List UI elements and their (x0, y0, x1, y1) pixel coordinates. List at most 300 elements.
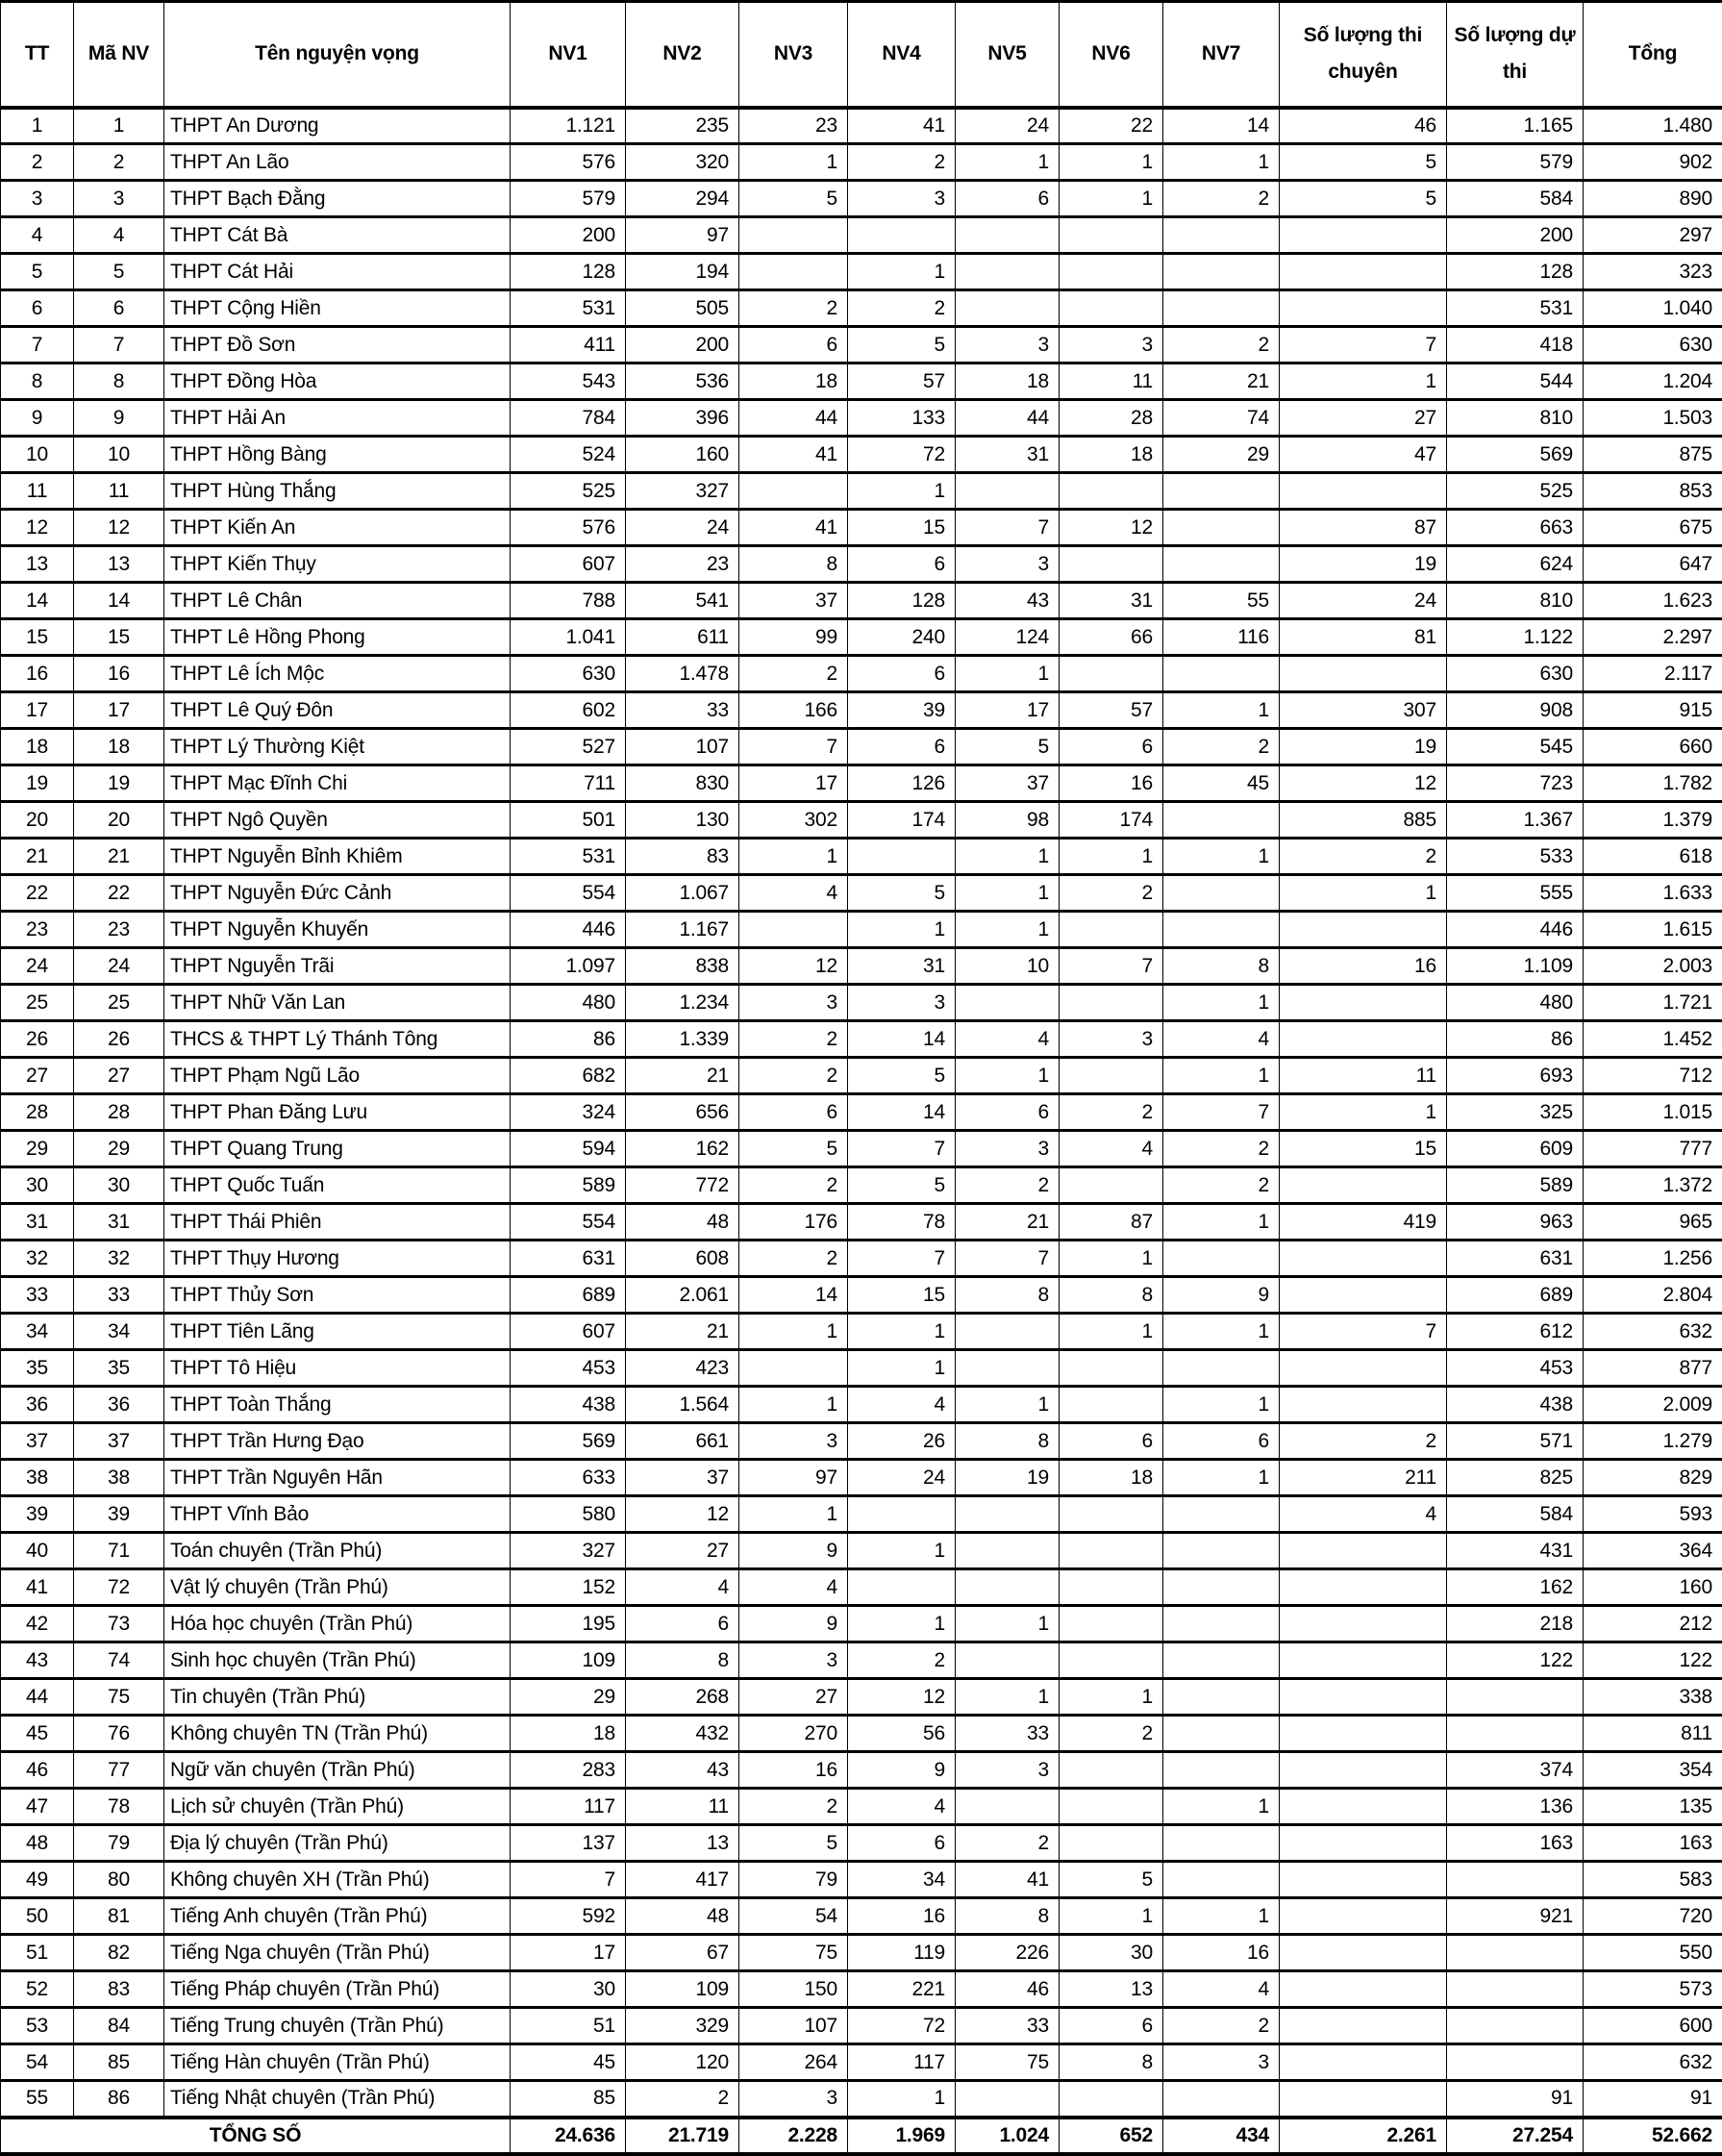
column-header-ten-nguyen-vong: Tên nguyện vọng (164, 2, 511, 108)
table-row (1, 1935, 1722, 1971)
cell-so-luong-thi-chuyen (1280, 1971, 1447, 2008)
cell-so-luong-du-thi: 689 (1447, 1277, 1584, 1314)
cell-nv4: 1 (848, 473, 956, 510)
cell-ten-nguyen-vong: Ngữ văn chuyên (Trần Phú) (164, 1752, 511, 1789)
cell-tt: 18 (1, 729, 74, 765)
cell-nv6: 1 (1060, 1241, 1163, 1277)
cell-nv7: 2 (1163, 181, 1280, 217)
cell-nv2: 2 (626, 2081, 739, 2118)
cell-nv7: 2 (1163, 1167, 1280, 1204)
header-row (1, 2, 1722, 108)
cell-nv5: 6 (956, 181, 1060, 217)
cell-tt: 37 (1, 1423, 74, 1460)
cell-nv2: 109 (626, 1971, 739, 2008)
cell-ten-nguyen-vong: Tiếng Anh chuyên (Trần Phú) (164, 1898, 511, 1935)
cell-nv7: 1 (1163, 839, 1280, 875)
cell-nv5: 18 (956, 364, 1060, 400)
cell-nv6: 57 (1060, 692, 1163, 729)
cell-nv1: 29 (511, 1679, 626, 1716)
cell-nv6 (1060, 217, 1163, 254)
cell-nv2: 268 (626, 1679, 739, 1716)
cell-ma-nv: 27 (74, 1058, 164, 1094)
cell-nv7: 16 (1163, 1935, 1280, 1971)
cell-nv3: 3 (739, 2081, 848, 2118)
cell-nv5: 10 (956, 948, 1060, 985)
cell-nv2: 200 (626, 327, 739, 364)
cell-so-luong-du-thi: 1.367 (1447, 802, 1584, 839)
cell-nv5: 3 (956, 1752, 1060, 1789)
cell-nv2: 611 (626, 619, 739, 656)
cell-ma-nv: 8 (74, 364, 164, 400)
cell-ten-nguyen-vong: THPT Trần Hưng Đạo (164, 1423, 511, 1460)
cell-so-luong-du-thi: 584 (1447, 181, 1584, 217)
cell-ten-nguyen-vong: Không chuyên TN (Trần Phú) (164, 1716, 511, 1752)
cell-so-luong-thi-chuyen (1280, 1533, 1447, 1569)
cell-nv2: 1.564 (626, 1387, 739, 1423)
cell-nv2: 12 (626, 1496, 739, 1533)
cell-nv2: 97 (626, 217, 739, 254)
cell-so-luong-thi-chuyen: 46 (1280, 108, 1447, 144)
cell-nv4 (848, 1569, 956, 1606)
cell-nv6: 6 (1060, 2008, 1163, 2044)
cell-so-luong-thi-chuyen: 7 (1280, 1314, 1447, 1350)
cell-tong: 364 (1584, 1533, 1722, 1569)
cell-tt: 22 (1, 875, 74, 912)
cell-nv5: 2 (956, 1825, 1060, 1862)
cell-ma-nv: 2 (74, 144, 164, 181)
cell-ma-nv: 23 (74, 912, 164, 948)
cell-ma-nv: 1 (74, 108, 164, 144)
cell-nv6 (1060, 1533, 1163, 1569)
cell-nv5: 31 (956, 437, 1060, 473)
cell-nv3: 16 (739, 1752, 848, 1789)
cell-nv4: 6 (848, 729, 956, 765)
table-row (1, 473, 1722, 510)
cell-nv6 (1060, 1642, 1163, 1679)
cell-so-luong-du-thi: 218 (1447, 1606, 1584, 1642)
cell-so-luong-du-thi (1447, 1716, 1584, 1752)
cell-nv3: 7 (739, 729, 848, 765)
cell-nv2: 830 (626, 765, 739, 802)
cell-nv6 (1060, 254, 1163, 290)
cell-tt: 39 (1, 1496, 74, 1533)
cell-nv2: 24 (626, 510, 739, 546)
cell-nv1: 531 (511, 839, 626, 875)
table-row (1, 1971, 1722, 2008)
cell-nv7 (1163, 217, 1280, 254)
cell-nv3: 18 (739, 364, 848, 400)
cell-nv5: 226 (956, 1935, 1060, 1971)
table-row (1, 546, 1722, 583)
cell-so-luong-thi-chuyen: 11 (1280, 1058, 1447, 1094)
cell-tong: 811 (1584, 1716, 1722, 1752)
cell-nv7 (1163, 875, 1280, 912)
cell-nv6: 18 (1060, 1460, 1163, 1496)
cell-ma-nv: 25 (74, 985, 164, 1021)
cell-so-luong-du-thi: 584 (1447, 1496, 1584, 1533)
cell-nv5 (956, 1642, 1060, 1679)
cell-nv6 (1060, 1606, 1163, 1642)
cell-ten-nguyen-vong: THPT Cát Hải (164, 254, 511, 290)
cell-nv6: 1 (1060, 144, 1163, 181)
table-row (1, 1131, 1722, 1167)
cell-ma-nv: 30 (74, 1167, 164, 1204)
cell-so-luong-du-thi: 325 (1447, 1094, 1584, 1131)
cell-so-luong-du-thi: 200 (1447, 217, 1584, 254)
cell-tt: 28 (1, 1094, 74, 1131)
total-nv3: 2.228 (739, 2118, 848, 2154)
cell-nv5 (956, 254, 1060, 290)
cell-ma-nv: 29 (74, 1131, 164, 1167)
cell-nv3 (739, 473, 848, 510)
cell-tong: 583 (1584, 1862, 1722, 1898)
cell-nv3: 27 (739, 1679, 848, 1716)
cell-tt: 15 (1, 619, 74, 656)
cell-nv5: 46 (956, 1971, 1060, 2008)
cell-so-luong-thi-chuyen (1280, 1387, 1447, 1423)
cell-nv7: 2 (1163, 1131, 1280, 1167)
cell-nv6: 6 (1060, 1423, 1163, 1460)
cell-nv5: 6 (956, 1094, 1060, 1131)
cell-nv3: 5 (739, 181, 848, 217)
cell-nv6: 2 (1060, 1094, 1163, 1131)
cell-nv6 (1060, 1789, 1163, 1825)
table-row (1, 510, 1722, 546)
cell-tong: 965 (1584, 1204, 1722, 1241)
cell-so-luong-du-thi: 810 (1447, 583, 1584, 619)
cell-nv1: 327 (511, 1533, 626, 1569)
cell-nv5: 7 (956, 1241, 1060, 1277)
cell-so-luong-thi-chuyen: 7 (1280, 327, 1447, 364)
cell-nv5: 4 (956, 1021, 1060, 1058)
cell-nv6: 6 (1060, 729, 1163, 765)
cell-nv5: 3 (956, 546, 1060, 583)
cell-nv1: 589 (511, 1167, 626, 1204)
cell-so-luong-thi-chuyen: 5 (1280, 181, 1447, 217)
cell-tong: 323 (1584, 254, 1722, 290)
cell-ma-nv: 12 (74, 510, 164, 546)
cell-nv4: 240 (848, 619, 956, 656)
cell-tt: 21 (1, 839, 74, 875)
total-row (1, 2118, 1722, 2154)
cell-nv7 (1163, 1241, 1280, 1277)
cell-nv4: 4 (848, 1789, 956, 1825)
cell-ma-nv: 84 (74, 2008, 164, 2044)
cell-nv6: 66 (1060, 619, 1163, 656)
cell-tt: 11 (1, 473, 74, 510)
cell-nv3: 14 (739, 1277, 848, 1314)
cell-nv6: 30 (1060, 1935, 1163, 1971)
cell-nv2: 432 (626, 1716, 739, 1752)
table-row (1, 729, 1722, 765)
cell-tong: 1.040 (1584, 290, 1722, 327)
cell-nv2: 33 (626, 692, 739, 729)
cell-so-luong-du-thi: 533 (1447, 839, 1584, 875)
cell-nv3: 17 (739, 765, 848, 802)
cell-ten-nguyen-vong: THPT Cát Bà (164, 217, 511, 254)
table-row (1, 1277, 1722, 1314)
table-row (1, 802, 1722, 839)
cell-nv6: 11 (1060, 364, 1163, 400)
cell-tong: 1.256 (1584, 1241, 1722, 1277)
cell-nv4: 126 (848, 765, 956, 802)
cell-nv7 (1163, 1569, 1280, 1606)
cell-nv5: 98 (956, 802, 1060, 839)
cell-ma-nv: 20 (74, 802, 164, 839)
cell-nv4: 1 (848, 2081, 956, 2118)
cell-nv5: 37 (956, 765, 1060, 802)
cell-tt: 48 (1, 1825, 74, 1862)
cell-tong: 160 (1584, 1569, 1722, 1606)
cell-so-luong-du-thi: 374 (1447, 1752, 1584, 1789)
cell-nv7: 1 (1163, 1789, 1280, 1825)
table-row (1, 619, 1722, 656)
table-row (1, 1204, 1722, 1241)
cell-tong: 630 (1584, 327, 1722, 364)
table-row (1, 1642, 1722, 1679)
cell-tt: 12 (1, 510, 74, 546)
cell-nv4: 221 (848, 1971, 956, 2008)
total-so-luong-du-thi: 27.254 (1447, 2118, 1584, 2154)
cell-ten-nguyen-vong: THPT Ngô Quyền (164, 802, 511, 839)
cell-nv1: 631 (511, 1241, 626, 1277)
cell-nv5: 7 (956, 510, 1060, 546)
cell-nv2: 396 (626, 400, 739, 437)
cell-nv2: 1.478 (626, 656, 739, 692)
cell-so-luong-du-thi (1447, 2044, 1584, 2081)
table-row (1, 1314, 1722, 1350)
cell-nv6: 1 (1060, 839, 1163, 875)
cell-nv1: 45 (511, 2044, 626, 2081)
cell-nv6 (1060, 656, 1163, 692)
cell-nv3: 6 (739, 1094, 848, 1131)
cell-ten-nguyen-vong: THPT Kiến Thụy (164, 546, 511, 583)
cell-nv2: 2.061 (626, 1277, 739, 1314)
cell-nv7 (1163, 254, 1280, 290)
cell-nv1: 543 (511, 364, 626, 400)
cell-tong: 1.279 (1584, 1423, 1722, 1460)
cell-tt: 31 (1, 1204, 74, 1241)
cell-nv6: 2 (1060, 1716, 1163, 1752)
cell-so-luong-du-thi (1447, 1935, 1584, 1971)
cell-ten-nguyen-vong: THPT An Dương (164, 108, 511, 144)
cell-nv5: 21 (956, 1204, 1060, 1241)
total-nv4: 1.969 (848, 2118, 956, 2154)
cell-nv4: 1 (848, 1533, 956, 1569)
cell-tt: 35 (1, 1350, 74, 1387)
cell-ten-nguyen-vong: Toán chuyên (Trần Phú) (164, 1533, 511, 1569)
cell-nv4: 34 (848, 1862, 956, 1898)
cell-nv4: 6 (848, 546, 956, 583)
cell-nv1: 453 (511, 1350, 626, 1387)
cell-ma-nv: 21 (74, 839, 164, 875)
cell-so-luong-du-thi: 431 (1447, 1533, 1584, 1569)
cell-nv5: 41 (956, 1862, 1060, 1898)
cell-nv6 (1060, 1350, 1163, 1387)
column-header-nv5: NV5 (956, 2, 1060, 108)
cell-so-luong-du-thi: 663 (1447, 510, 1584, 546)
cell-tong: 212 (1584, 1606, 1722, 1642)
cell-nv3: 4 (739, 1569, 848, 1606)
table-row (1, 583, 1722, 619)
cell-nv7: 4 (1163, 1971, 1280, 2008)
cell-nv3 (739, 1350, 848, 1387)
cell-ma-nv: 86 (74, 2081, 164, 2118)
cell-nv3: 2 (739, 290, 848, 327)
cell-so-luong-du-thi: 609 (1447, 1131, 1584, 1167)
cell-so-luong-du-thi: 612 (1447, 1314, 1584, 1350)
cell-so-luong-thi-chuyen: 16 (1280, 948, 1447, 985)
cell-ten-nguyen-vong: THCS & THPT Lý Thánh Tông (164, 1021, 511, 1058)
cell-nv2: 130 (626, 802, 739, 839)
cell-nv1: 501 (511, 802, 626, 839)
cell-ma-nv: 3 (74, 181, 164, 217)
cell-nv4: 72 (848, 437, 956, 473)
cell-tt: 54 (1, 2044, 74, 2081)
cell-so-luong-thi-chuyen (1280, 912, 1447, 948)
cell-nv2: 294 (626, 181, 739, 217)
cell-nv7: 1 (1163, 1387, 1280, 1423)
cell-ten-nguyen-vong: THPT Tô Hiệu (164, 1350, 511, 1387)
cell-nv2: 541 (626, 583, 739, 619)
cell-nv4: 56 (848, 1716, 956, 1752)
cell-ten-nguyen-vong: THPT Toàn Thắng (164, 1387, 511, 1423)
cell-nv7: 4 (1163, 1021, 1280, 1058)
cell-tt: 25 (1, 985, 74, 1021)
cell-nv2: 11 (626, 1789, 739, 1825)
cell-nv3: 8 (739, 546, 848, 583)
cell-tong: 550 (1584, 1935, 1722, 1971)
cell-so-luong-thi-chuyen (1280, 1167, 1447, 1204)
table-header (1, 2, 1722, 108)
cell-tong: 1.372 (1584, 1167, 1722, 1204)
cell-tt: 33 (1, 1277, 74, 1314)
cell-nv7 (1163, 656, 1280, 692)
cell-ma-nv: 31 (74, 1204, 164, 1241)
cell-ten-nguyen-vong: THPT Phan Đăng Lưu (164, 1094, 511, 1131)
cell-ten-nguyen-vong: THPT Lê Ích Mộc (164, 656, 511, 692)
cell-nv2: 120 (626, 2044, 739, 2081)
cell-nv1: 594 (511, 1131, 626, 1167)
cell-tt: 44 (1, 1679, 74, 1716)
cell-tt: 6 (1, 290, 74, 327)
table-row (1, 327, 1722, 364)
cell-nv6: 31 (1060, 583, 1163, 619)
cell-nv2: 23 (626, 546, 739, 583)
cell-nv6: 28 (1060, 400, 1163, 437)
table-row (1, 437, 1722, 473)
cell-nv4: 7 (848, 1131, 956, 1167)
cell-tt: 53 (1, 2008, 74, 2044)
cell-nv4: 3 (848, 181, 956, 217)
cell-ma-nv: 14 (74, 583, 164, 619)
cell-nv7 (1163, 290, 1280, 327)
cell-so-luong-thi-chuyen (1280, 2044, 1447, 2081)
cell-tong: 573 (1584, 1971, 1722, 2008)
cell-nv3: 150 (739, 1971, 848, 2008)
cell-nv2: 4 (626, 1569, 739, 1606)
cell-nv3: 4 (739, 875, 848, 912)
cell-ten-nguyen-vong: THPT Nguyễn Khuyến (164, 912, 511, 948)
cell-nv2: 320 (626, 144, 739, 181)
cell-nv5: 3 (956, 327, 1060, 364)
cell-nv3: 75 (739, 1935, 848, 1971)
cell-nv5: 75 (956, 2044, 1060, 2081)
cell-ma-nv: 81 (74, 1898, 164, 1935)
cell-nv7 (1163, 1642, 1280, 1679)
cell-tong: 720 (1584, 1898, 1722, 1935)
cell-nv1: 554 (511, 1204, 626, 1241)
cell-tong: 875 (1584, 437, 1722, 473)
cell-ma-nv: 15 (74, 619, 164, 656)
cell-nv4: 133 (848, 400, 956, 437)
cell-nv4: 119 (848, 1935, 956, 1971)
cell-ma-nv: 4 (74, 217, 164, 254)
cell-tt: 20 (1, 802, 74, 839)
cell-so-luong-thi-chuyen (1280, 1277, 1447, 1314)
cell-nv1: 85 (511, 2081, 626, 2118)
cell-tt: 51 (1, 1935, 74, 1971)
cell-nv6 (1060, 985, 1163, 1021)
cell-ten-nguyen-vong: THPT Kiến An (164, 510, 511, 546)
cell-nv4: 117 (848, 2044, 956, 2081)
cell-nv4: 2 (848, 1642, 956, 1679)
cell-so-luong-thi-chuyen: 19 (1280, 546, 1447, 583)
cell-nv5: 17 (956, 692, 1060, 729)
cell-nv2: 37 (626, 1460, 739, 1496)
cell-nv3: 5 (739, 1131, 848, 1167)
cell-tong: 122 (1584, 1642, 1722, 1679)
cell-tong: 632 (1584, 1314, 1722, 1350)
cell-so-luong-thi-chuyen (1280, 290, 1447, 327)
cell-nv1: 711 (511, 765, 626, 802)
cell-ten-nguyen-vong: THPT Thái Phiên (164, 1204, 511, 1241)
column-header-nv3: NV3 (739, 2, 848, 108)
cell-so-luong-du-thi: 122 (1447, 1642, 1584, 1679)
cell-tt: 1 (1, 108, 74, 144)
cell-tt: 34 (1, 1314, 74, 1350)
cell-nv3: 41 (739, 510, 848, 546)
cell-ten-nguyen-vong: Tiếng Nga chuyên (Trần Phú) (164, 1935, 511, 1971)
cell-nv6 (1060, 1058, 1163, 1094)
cell-so-luong-thi-chuyen: 19 (1280, 729, 1447, 765)
cell-ma-nv: 71 (74, 1533, 164, 1569)
cell-tt: 52 (1, 1971, 74, 2008)
cell-so-luong-thi-chuyen: 1 (1280, 1094, 1447, 1131)
cell-so-luong-thi-chuyen: 4 (1280, 1496, 1447, 1533)
cell-so-luong-thi-chuyen: 1 (1280, 875, 1447, 912)
cell-nv2: 1.067 (626, 875, 739, 912)
cell-tt: 3 (1, 181, 74, 217)
cell-ten-nguyen-vong: THPT Hải An (164, 400, 511, 437)
cell-so-luong-du-thi: 91 (1447, 2081, 1584, 2118)
cell-ma-nv: 26 (74, 1021, 164, 1058)
cell-tong: 902 (1584, 144, 1722, 181)
cell-nv2: 1.234 (626, 985, 739, 1021)
cell-so-luong-thi-chuyen (1280, 1642, 1447, 1679)
cell-nv1: 1.041 (511, 619, 626, 656)
cell-nv7 (1163, 1606, 1280, 1642)
cell-tong: 1.452 (1584, 1021, 1722, 1058)
cell-nv7: 2 (1163, 729, 1280, 765)
cell-nv6: 12 (1060, 510, 1163, 546)
cell-tong: 777 (1584, 1131, 1722, 1167)
cell-nv1: 446 (511, 912, 626, 948)
column-header-nv6: NV6 (1060, 2, 1163, 108)
cell-nv5 (956, 1569, 1060, 1606)
cell-tong: 2.117 (1584, 656, 1722, 692)
table-row (1, 1387, 1722, 1423)
